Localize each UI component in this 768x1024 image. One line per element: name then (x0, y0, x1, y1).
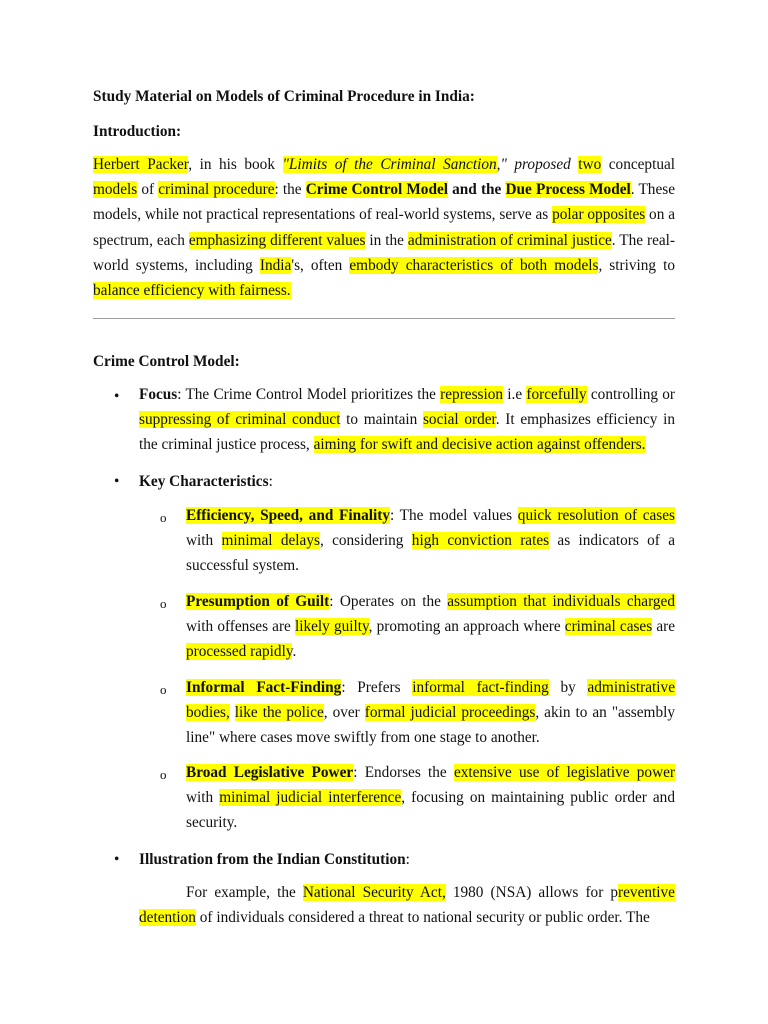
text: with offenses are (186, 618, 295, 636)
highlight: polar opposites (552, 206, 646, 224)
text: . The real-world systems, including (93, 231, 676, 274)
model-name-highlight: Due Process Model (505, 181, 631, 199)
highlight: minimal delays (221, 532, 320, 550)
key-characteristics-item (139, 472, 675, 492)
highlight: high conviction rates (411, 532, 550, 550)
text: i.e (503, 386, 527, 403)
sub-bullet-icon: o (160, 510, 167, 525)
highlight: informal fact-finding (412, 679, 549, 696)
highlight: processed rapidly (186, 643, 293, 661)
text: with (186, 532, 222, 550)
text: and the (448, 181, 506, 199)
focus-paragraph (139, 382, 675, 458)
highlight: models (93, 181, 138, 199)
highlight: quick resolution of cases (517, 507, 676, 524)
highlight: aiming for swift and decisive action against offenders. (313, 436, 646, 454)
text: as indicators of a successful system. (186, 532, 676, 575)
efficiency-label: Efficiency, Speed, and Finality (186, 507, 391, 524)
text: on a spectrum, each (93, 206, 675, 249)
text: , in his book (188, 156, 283, 173)
text: , over (323, 704, 365, 722)
text: of individuals considered a threat to national security or public order. The (195, 909, 650, 927)
focus-label: Focus (139, 386, 178, 403)
informal-label: Informal Fact-Finding (186, 679, 342, 696)
highlight: like the police (234, 704, 324, 722)
highlight: emphasizing different values (188, 231, 366, 249)
text: : Prefers (341, 679, 413, 696)
bullet-icon: • (114, 473, 120, 490)
highlight: reventive detention (139, 884, 675, 927)
text: with (186, 789, 220, 807)
highlight: likely guilty (294, 618, 369, 636)
crime-control-heading: Crime Control Model: (93, 353, 240, 370)
text: : (405, 851, 410, 868)
sub-bullet-icon: o (160, 682, 167, 697)
text: , striving to (598, 256, 675, 274)
document-title: Study Material on Models of Criminal Procedure in India: (93, 88, 475, 105)
highlight: National Security Act, (302, 884, 446, 901)
highlight: minimal judicial interference (219, 789, 402, 807)
highlight: two (578, 156, 602, 173)
text: : The Crime Control Model prioritizes the (177, 386, 441, 403)
text: , focusing on maintaining public order and security. (186, 789, 675, 832)
bullet-icon: • (114, 388, 120, 405)
text: : (268, 473, 273, 490)
highlight: extensive use of legislative power (453, 764, 676, 781)
text: controlling or (586, 386, 675, 403)
highlight: Herbert Packer (93, 156, 189, 173)
text: For example, the (186, 884, 303, 901)
highlight: forcefully (526, 386, 587, 403)
highlight: criminal procedure (158, 181, 275, 199)
text: . (292, 643, 297, 661)
text: : Endorses the (353, 764, 454, 781)
highlight: balance efficiency with fairness. (93, 282, 291, 300)
highlight: India (259, 256, 292, 274)
text: in the (365, 231, 408, 249)
text: : The model values (390, 507, 518, 524)
text: . These models, while not practical representations of real-world systems, serve as (93, 181, 675, 224)
informal-paragraph (186, 675, 675, 751)
highlight: repression (440, 386, 504, 403)
key-characteristics-label: Key Characteristics (139, 473, 269, 490)
text: : the (274, 181, 306, 199)
text: 's, often (291, 256, 350, 274)
broad-legislative-paragraph (186, 760, 675, 836)
highlight: formal judicial proceedings (364, 704, 536, 722)
text: 1980 (NSA) allows for p (445, 884, 619, 901)
highlight: criminal cases (564, 618, 653, 636)
efficiency-paragraph (186, 503, 675, 579)
book-title-highlight: "Limits of the Criminal Sanction (282, 156, 497, 173)
text: , akin to an "assembly line" where cases move swiftly from one stage to another. (186, 704, 675, 747)
highlight: social order (422, 411, 496, 429)
highlight: administration of criminal justice (407, 231, 612, 249)
illustration-item (139, 850, 675, 870)
text: , considering (319, 532, 412, 550)
highlight: embody characteristics of both models (349, 256, 599, 274)
text: are (652, 618, 675, 636)
horizontal-rule (93, 318, 675, 319)
introduction-heading: Introduction: (93, 123, 182, 140)
sub-bullet-icon: o (160, 596, 167, 611)
text: of (137, 181, 159, 199)
introduction-paragraph (93, 152, 675, 303)
highlight: administrative bodies, (186, 679, 675, 722)
text: , promoting an approach where (368, 618, 565, 636)
presumption-paragraph (186, 589, 675, 665)
highlight: suppressing of criminal conduct (139, 411, 341, 429)
broad-legislative-label: Broad Legislative Power (186, 764, 354, 781)
model-name-highlight: Crime Control Model (305, 181, 448, 199)
text: ," proposed (496, 156, 579, 173)
bullet-icon: • (114, 851, 120, 868)
presumption-label: Presumption of Guilt (186, 593, 330, 610)
text: to maintain (340, 411, 423, 429)
text: . It emphasizes efficiency in the criminal justice process, (139, 411, 675, 454)
example-paragraph (139, 880, 675, 930)
sub-bullet-icon: o (160, 767, 167, 782)
highlight: assumption that individuals charged (447, 593, 675, 610)
text: by (548, 679, 588, 696)
text: conceptual (601, 156, 676, 173)
text: : Operates on the (329, 593, 448, 610)
illustration-label: Illustration from the Indian Constitution (139, 851, 406, 868)
